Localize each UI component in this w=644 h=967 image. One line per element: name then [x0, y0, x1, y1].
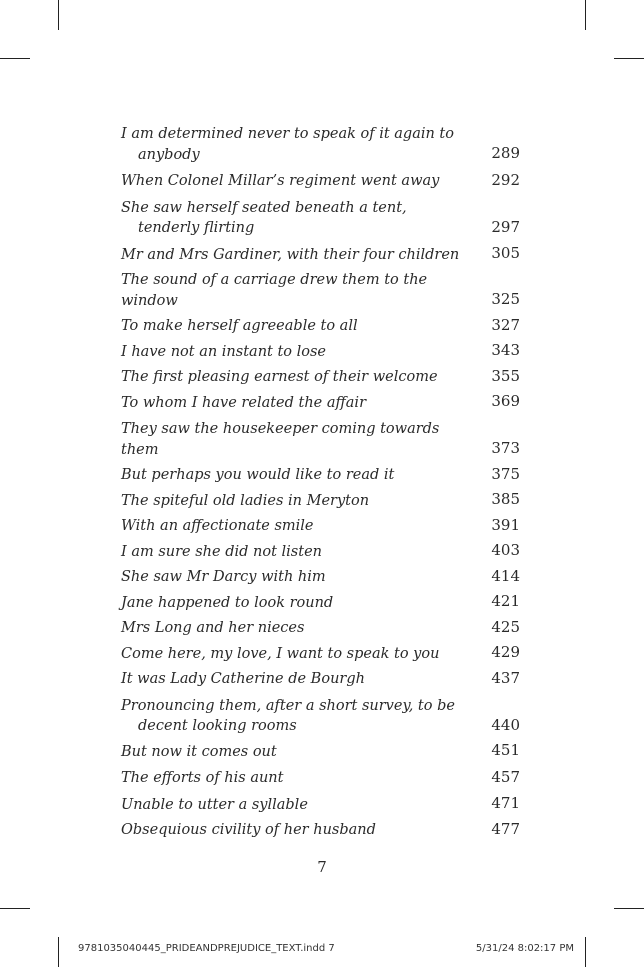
toc-entry [121, 669, 520, 690]
toc-entry-title-line1: The sound of a carriage drew them to the window [121, 272, 428, 309]
toc-entry-title-line1: It was Lady Catherine de Bourgh [121, 671, 365, 687]
toc-entry-title-line1: Come here, my love, I want to speak to you [121, 645, 440, 662]
toc-entry-page: 391 [491, 515, 520, 534]
toc-entry-title-line1: To whom I have related the affair [121, 394, 367, 411]
toc-entry-page: 292 [491, 170, 520, 189]
toc-entry-page: 325 [491, 290, 520, 308]
illustration-list [121, 124, 520, 841]
toc-entry-title-line1: They saw the housekeeper coming towards them [121, 421, 440, 458]
toc-entry-title-line2: decent looking rooms [138, 718, 297, 734]
toc-entry-title [121, 644, 520, 665]
toc-entry [121, 768, 520, 789]
toc-entry-title [121, 742, 520, 763]
toc-entry-page: 327 [491, 315, 520, 334]
toc-entry-title-line1: The efforts of his aunt [121, 770, 284, 786]
crop-mark-right-bottom [614, 908, 644, 909]
toc-entry-title [121, 567, 520, 588]
print-slug [78, 943, 574, 954]
toc-entry-title-line2: tenderly flirting [138, 220, 255, 236]
toc-entry-page: 471 [491, 794, 520, 812]
toc-entry-title [121, 696, 520, 737]
toc-entry [121, 696, 520, 737]
toc-entry-title-line1: She saw herself seated beneath a tent, [121, 199, 407, 216]
toc-entry-page: 355 [491, 366, 520, 385]
toc-entry-title [121, 342, 520, 363]
toc-entry-title-line1: I have not an instant to lose [121, 343, 327, 360]
toc-entry-title-line1: To make herself agreeable to all [121, 318, 358, 334]
toc-entry-title-line1: I am sure she did not listen [121, 543, 322, 560]
toc-entry-page: 375 [491, 464, 520, 483]
toc-entry-title-line1: When Colonel Millar’s regiment went away [121, 173, 440, 189]
toc-entry-page: 440 [491, 715, 520, 734]
toc-entry-title [121, 465, 520, 486]
toc-entry-title-line2: anybody [138, 146, 200, 163]
toc-entry-title [121, 516, 520, 537]
toc-entry [121, 644, 520, 665]
toc-entry-title-line1: Obsequious civility of her husband [121, 822, 376, 838]
toc-entry-page: 437 [491, 668, 520, 687]
slug-filename: 9781035040445_PRIDEANDPREJUDICE_TEXT.indd 7 [78, 943, 335, 954]
toc-entry [121, 393, 520, 414]
toc-entry-title [121, 820, 520, 841]
crop-mark-top-left [58, 0, 59, 30]
crop-mark-left-bottom [0, 908, 30, 909]
toc-entry-title [121, 367, 520, 388]
toc-entry [121, 342, 520, 363]
toc-entry [121, 245, 520, 266]
crop-mark-left-top [0, 58, 30, 59]
toc-entry [121, 593, 520, 614]
toc-entry-title [121, 593, 520, 614]
toc-entry [121, 491, 520, 512]
toc-entry-page: 457 [491, 767, 520, 786]
toc-entry-page: 414 [491, 566, 520, 585]
crop-mark-top-right [585, 0, 586, 30]
toc-entry-page: 297 [491, 217, 520, 236]
toc-entry [121, 124, 520, 165]
toc-entry-page: 369 [491, 392, 520, 410]
toc-entry-title-line1: The spiteful old ladies in Meryton [121, 492, 370, 509]
toc-entry [121, 198, 520, 239]
toc-entry [121, 270, 520, 311]
slug-timestamp: 5/31/24 8:02:17 PM [475, 943, 574, 954]
toc-entry-page: 305 [491, 244, 520, 262]
toc-entry-title [121, 618, 520, 639]
toc-entry-title-line1: She saw Mr Darcy with him [121, 569, 326, 585]
toc-entry [121, 742, 520, 763]
toc-entry-title [121, 393, 520, 414]
toc-entry-title-line1: I am determined never to speak of it again to [121, 126, 454, 142]
toc-entry-title-line1: Mrs Long and her nieces [121, 620, 305, 636]
toc-entry-title-line1: Jane happened to look round [121, 594, 334, 611]
toc-entry-title-line1: Unable to utter a syllable [121, 796, 308, 813]
toc-entry-title-line1: But perhaps you would like to read it [121, 467, 395, 483]
toc-entry-title [121, 245, 520, 266]
toc-entry [121, 316, 520, 337]
toc-entry [121, 171, 520, 192]
toc-entry [121, 516, 520, 537]
toc-entry-title [121, 171, 520, 192]
toc-entry-title [121, 768, 520, 789]
toc-entry-page: 343 [491, 341, 520, 359]
toc-entry-title-line1: Pronouncing them, after a short survey, to be [121, 697, 455, 714]
toc-entry-page: 425 [491, 617, 520, 636]
toc-entry [121, 465, 520, 486]
toc-entry-page: 477 [491, 819, 520, 838]
crop-mark-right-top [614, 58, 644, 59]
toc-entry-page: 373 [491, 439, 520, 457]
toc-entry [121, 820, 520, 841]
toc-entry-page: 421 [491, 592, 520, 610]
toc-entry [121, 367, 520, 388]
toc-entry-page: 403 [491, 541, 520, 559]
toc-entry-title [121, 669, 520, 690]
toc-entry-title [121, 542, 520, 563]
toc-entry-title-line1: But now it comes out [121, 743, 277, 760]
toc-entry [121, 542, 520, 563]
toc-entry [121, 618, 520, 639]
toc-entry-title-line1: Mr and Mrs Gardiner, with their four children [121, 246, 460, 263]
toc-entry-page: 289 [491, 144, 520, 162]
crop-mark-bottom-left [58, 937, 59, 967]
toc-entry [121, 567, 520, 588]
toc-entry-page: 451 [491, 741, 520, 759]
page-number: 7 [317, 858, 327, 876]
toc-entry [121, 419, 520, 460]
toc-entry-title [121, 124, 520, 165]
toc-entry-page: 385 [491, 490, 520, 508]
toc-entry-title-line1: The first pleasing earnest of their welcome [121, 369, 438, 385]
toc-entry-title [121, 795, 520, 816]
crop-mark-bottom-right [585, 937, 586, 967]
toc-entry-title [121, 198, 520, 239]
toc-entry-title [121, 270, 520, 311]
toc-entry-title-line1: With an affectionate smile [121, 518, 314, 534]
toc-entry [121, 795, 520, 816]
toc-entry-title [121, 419, 520, 460]
toc-entry-title [121, 316, 520, 337]
toc-entry-title [121, 491, 520, 512]
toc-entry-page: 429 [491, 643, 520, 661]
